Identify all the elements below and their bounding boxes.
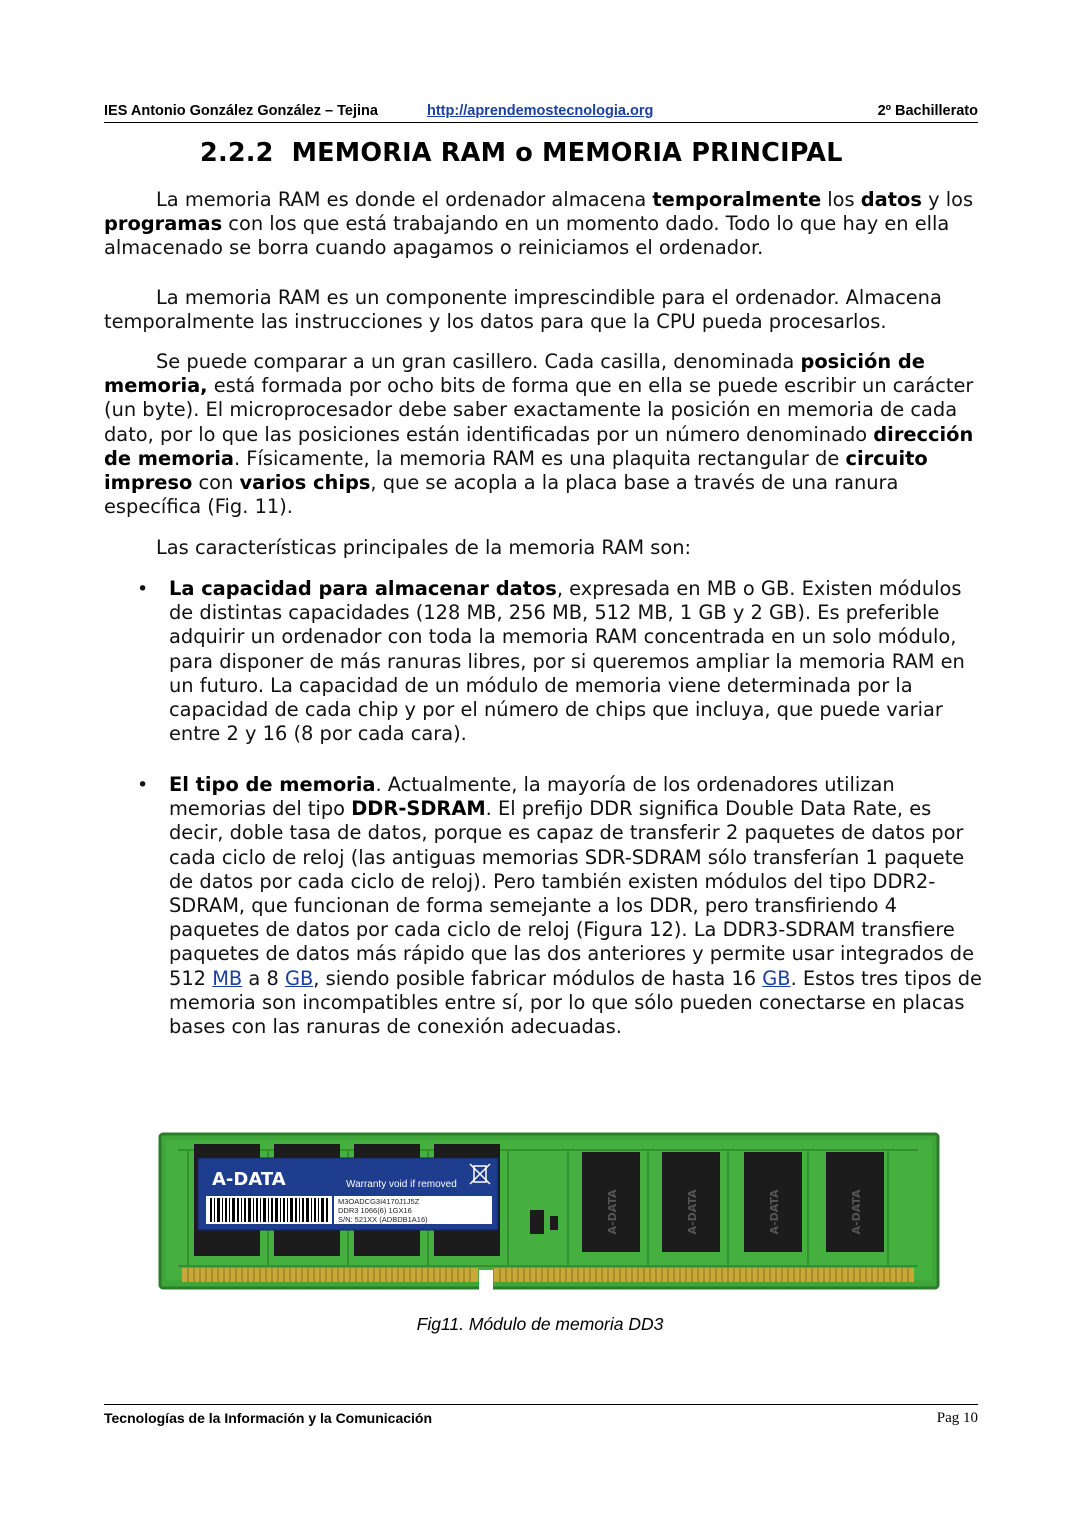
ram-module-image <box>158 1130 940 1296</box>
gb-link-2[interactable]: GB <box>762 966 791 990</box>
paragraph-1: La memoria RAM es donde el ordenador almacena temporalmente los datos y los programas con los que está trabajando en un momento dado. Todo lo que hay en ella almacenado se borra cuando apagamos o reiniciamos el ordenador. <box>104 188 974 260</box>
svg-text:M3OADCG3I4170J1J5Z: M3OADCG3I4170J1J5Z <box>338 1197 420 1206</box>
gb-link[interactable]: GB <box>284 966 314 990</box>
school-name: IES Antonio González González – Tejina <box>104 103 378 119</box>
page-header <box>104 100 978 123</box>
section-heading: MEMORIA RAM o MEMORIA PRINCIPAL <box>291 138 843 168</box>
paragraph-3: Se puede comparar a un gran casillero. Cada casilla, denominada posición de memoria, está formada por ocho bits de forma que en ella se puede escribir un carácter (un byte). El microprocesador debe saber exactamente la posición en memoria de cada dato, por lo que las posiciones están identificadas por un número denominado dirección de memoria. Físicamente, la memoria RAM es una plaquita rectangular de circuito impreso con varios chips, que se acopla a la placa base a través de una ranura específica (Fig. 11). <box>104 350 974 519</box>
svg-text:A-DATA: A-DATA <box>686 1189 699 1235</box>
svg-text:A-DATA: A-DATA <box>606 1189 619 1235</box>
bullet-dot: • <box>137 578 149 600</box>
page-footer <box>104 1404 978 1429</box>
section-number: 2.2.2 <box>200 138 274 168</box>
subject-name: Tecnologías de la Información y la Comunicación <box>104 1410 433 1426</box>
mb-link[interactable]: MB <box>212 966 243 990</box>
section-title <box>200 138 843 168</box>
svg-text:A-DATA: A-DATA <box>768 1189 781 1235</box>
paragraph-4: Las características principales de la memoria RAM son: <box>156 536 692 559</box>
svg-text:S/N: 521XX (ADBDB1A16): S/N: 521XX (ADBDB1A16) <box>338 1215 428 1224</box>
svg-text:DDR3 1066(6) 1GX16: DDR3 1066(6) 1GX16 <box>338 1206 412 1215</box>
svg-text:A-DATA: A-DATA <box>850 1189 863 1235</box>
figure-caption: Fig11. Módulo de memoria DD3 <box>416 1314 664 1334</box>
page-number: Pag 10 <box>936 1410 978 1426</box>
paragraph-2: La memoria RAM es un componente imprescindible para el ordenador. Almacena temporalmente las instrucciones y los datos para que la CPU pueda procesarlos. <box>104 286 942 334</box>
svg-text:Warranty void if removed: Warranty void if removed <box>346 1179 457 1190</box>
bullet-dot: • <box>137 774 149 796</box>
svg-text:A-DATA: A-DATA <box>212 1169 286 1190</box>
course-name: 2º Bachillerato <box>877 103 978 119</box>
website-link[interactable]: http://aprendemostecnologia.org <box>427 103 654 119</box>
